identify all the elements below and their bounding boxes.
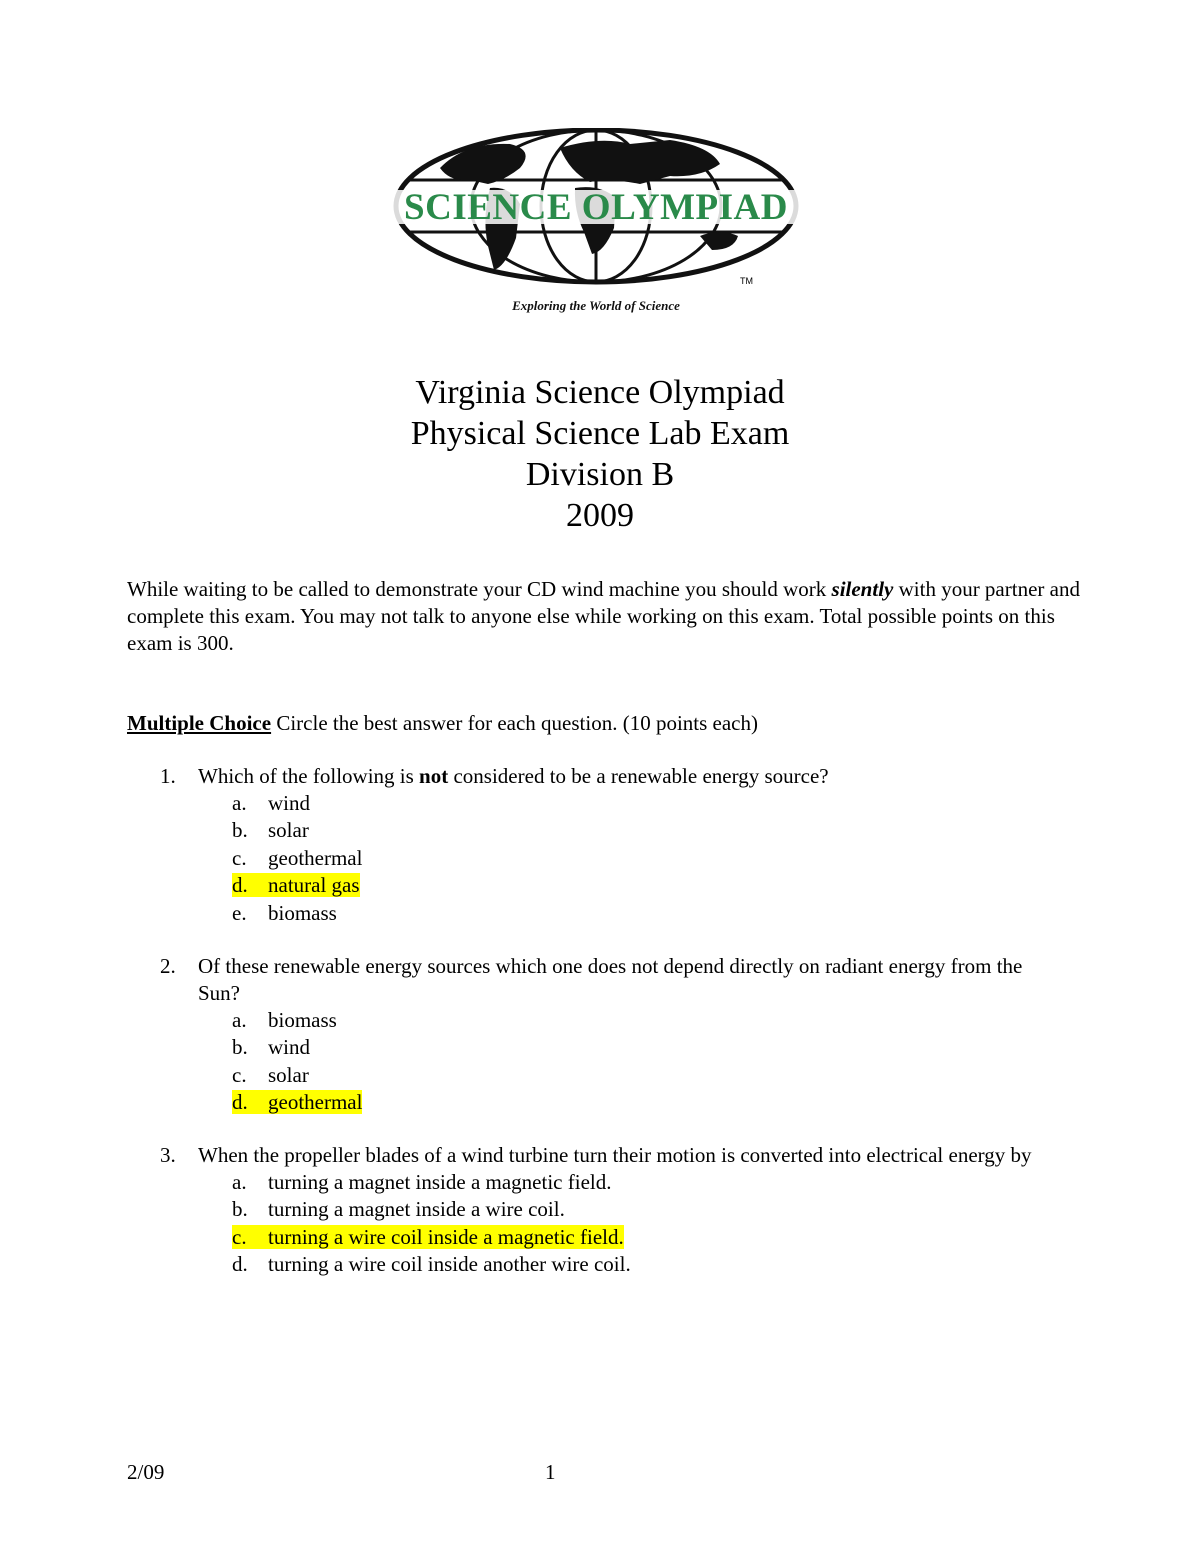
- footer-date: 2/09: [127, 1460, 165, 1484]
- science-olympiad-logo: [370, 128, 822, 318]
- answer-option[interactable]: a. wind: [232, 791, 310, 815]
- logo-trademark: TM: [740, 276, 753, 286]
- answer-option[interactable]: d. turning a wire coil inside another wire coil.: [232, 1252, 631, 1277]
- question-number: 1.: [160, 764, 176, 788]
- intro-text: with your partner and complete this exam. You may not talk to anyone else while working on this exam. Total possible points on this exam is 300.: [127, 577, 1080, 655]
- section-title: Multiple Choice: [127, 711, 272, 735]
- question-text: Of these renewable energy sources which one does not depend directly on radiant energy from the Sun?: [198, 954, 1023, 1005]
- answer-option[interactable]: a. turning a magnet inside a magnetic field.: [232, 1170, 612, 1194]
- option-list: [232, 1169, 1060, 1279]
- title-line: 2009: [566, 497, 634, 534]
- logo-wordmark: SCIENCE OLYMPIAD: [404, 187, 788, 228]
- option-list: [232, 790, 1060, 927]
- intro-emphasis: silently: [831, 577, 894, 601]
- title-line: Division B: [525, 456, 675, 493]
- answer-option[interactable]: c. solar: [232, 1062, 309, 1087]
- logo-tagline: Exploring the World of Science: [512, 298, 680, 313]
- answer-option[interactable]: b. wind: [232, 1035, 310, 1060]
- question-3: [160, 1142, 1060, 1279]
- answer-option-highlighted[interactable]: [232, 1089, 1060, 1116]
- highlight-mark: d. geothermal: [232, 1090, 363, 1115]
- highlight-mark: d. natural gas: [232, 873, 360, 898]
- question-text: When the propeller blades of a wind turbine turn their motion is converted into electrical energy by: [198, 1143, 1032, 1167]
- answer-option[interactable]: e. biomass: [232, 900, 337, 925]
- question-1: [160, 763, 1060, 927]
- question-number: 3.: [160, 1143, 176, 1167]
- answer-option-highlighted[interactable]: [232, 1224, 1060, 1251]
- question-2: [160, 953, 1060, 1117]
- intro-text: While waiting to be called to demonstrate your CD wind machine you should work: [127, 577, 832, 601]
- option-list: [232, 1007, 1060, 1117]
- answer-option[interactable]: a. biomass: [232, 1008, 337, 1032]
- highlight-mark: c. turning a wire coil inside a magnetic field.: [232, 1224, 624, 1249]
- exam-title: [0, 372, 1200, 536]
- section-instructions: Circle the best answer for each question. (10 points each): [271, 711, 758, 735]
- page-number: 1: [545, 1460, 556, 1484]
- intro-paragraph: [127, 576, 1087, 657]
- question-text: Which of the following is not considered to be a renewable energy source?: [198, 764, 829, 788]
- title-line: Virginia Science Olympiad: [415, 374, 785, 411]
- answer-option[interactable]: b. turning a magnet inside a wire coil.: [232, 1197, 565, 1222]
- answer-option-highlighted[interactable]: [232, 872, 1060, 899]
- question-number: 2.: [160, 954, 176, 978]
- answer-option[interactable]: b. solar: [232, 818, 309, 843]
- answer-option[interactable]: c. geothermal: [232, 845, 363, 870]
- title-line: Physical Science Lab Exam: [410, 415, 790, 452]
- section-heading: [127, 709, 758, 737]
